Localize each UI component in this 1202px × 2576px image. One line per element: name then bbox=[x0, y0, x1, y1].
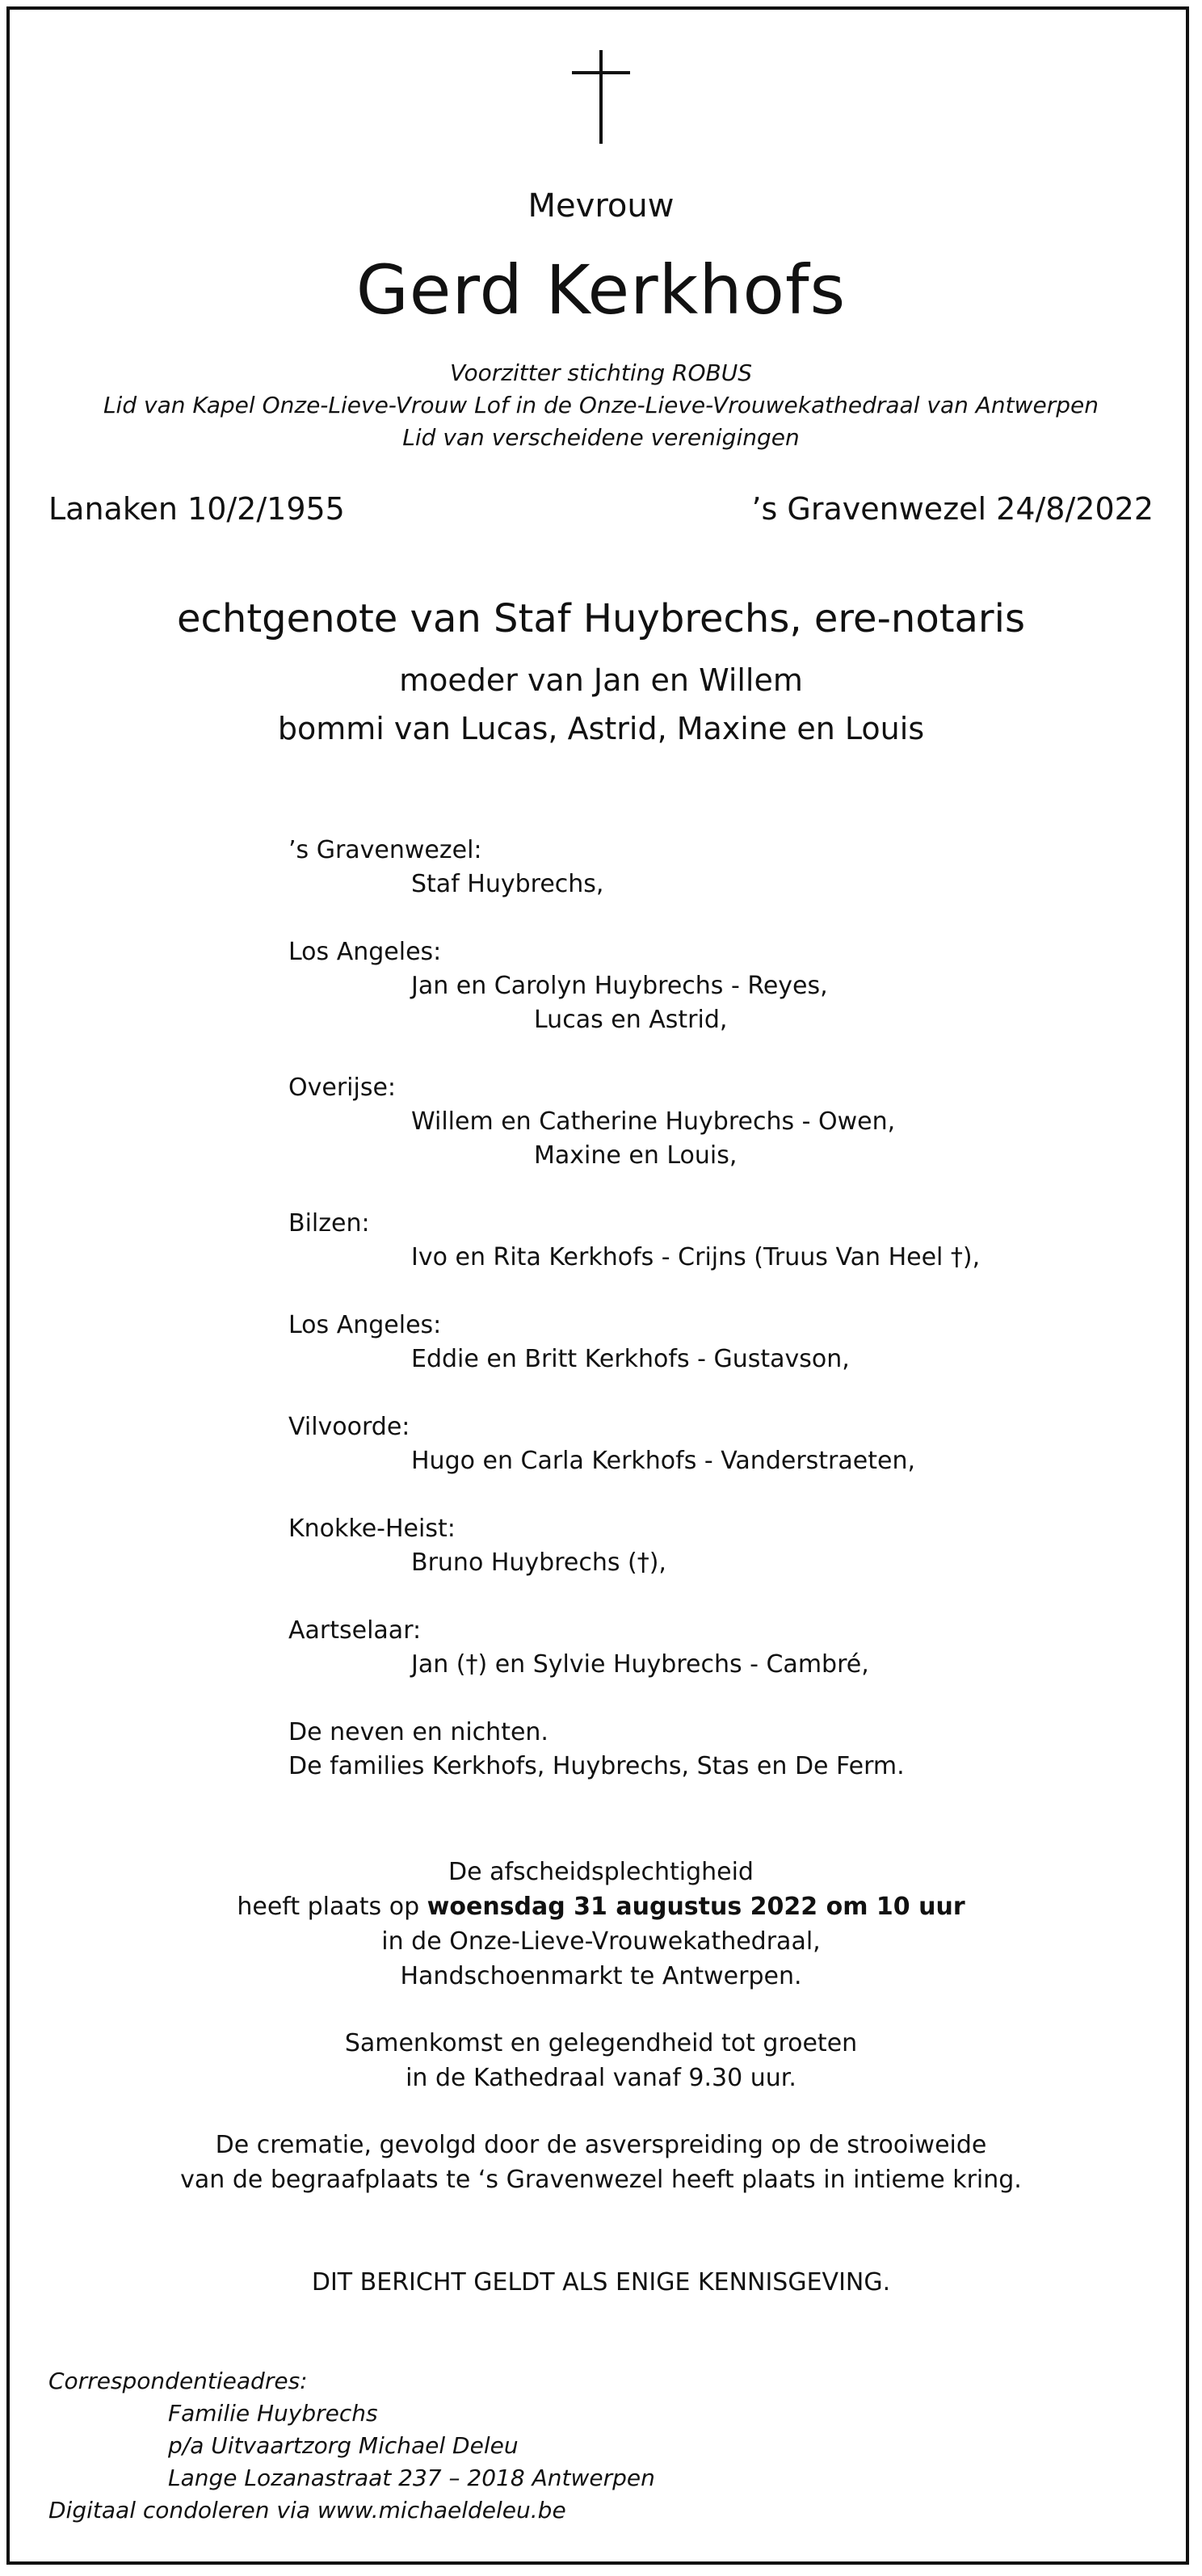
family-member: Bruno Huybrechs (†), bbox=[411, 1549, 666, 1577]
notice: DIT BERICHT GELDT ALS ENIGE KENNISGEVING. bbox=[311, 2268, 891, 2297]
deceased-name: Gerd Kerkhofs bbox=[355, 250, 847, 330]
gathering-time: in de Kathedraal vanaf 9.30 uur. bbox=[406, 2064, 796, 2092]
family-member: Eddie en Britt Kerkhofs - Gustavson, bbox=[411, 1345, 850, 1373]
family-place: Knokke-Heist: bbox=[288, 1515, 456, 1543]
family-member: Ivo en Rita Kerkhofs - Crijns (Truus Van Heel †), bbox=[411, 1243, 981, 1271]
cross-icon bbox=[572, 50, 630, 144]
family-group bbox=[288, 1071, 1096, 1173]
family-place: Bilzen: bbox=[288, 1209, 370, 1238]
family-group bbox=[288, 1512, 1096, 1580]
relations-block bbox=[0, 656, 1202, 753]
family-closing bbox=[288, 1716, 1096, 1784]
family-member: Jan (†) en Sylvie Huybrechs - Cambré, bbox=[411, 1650, 869, 1679]
family-grandchildren: Maxine en Louis, bbox=[534, 1141, 738, 1170]
family-member: Jan en Carolyn Huybrechs - Reyes, bbox=[411, 972, 828, 1000]
correspondence bbox=[48, 2365, 655, 2527]
correspondence-line: Familie Huybrechs bbox=[168, 2400, 378, 2427]
family-closing-line: De families Kerkhofs, Huybrechs, Stas en De Ferm. bbox=[288, 1752, 905, 1780]
family-group bbox=[288, 1309, 1096, 1376]
online-condolence: Digitaal condoleren via www.michaeldeleu.be bbox=[48, 2497, 566, 2523]
service-address: Handschoenmarkt te Antwerpen. bbox=[400, 1962, 802, 1990]
family-place: ’s Gravenwezel: bbox=[288, 836, 482, 864]
family-member: Hugo en Carla Kerkhofs - Vanderstraeten, bbox=[411, 1447, 915, 1475]
family-group bbox=[288, 1614, 1096, 1682]
spouse-line: echtgenote van Staf Huybrechs, ere-notaris bbox=[176, 596, 1026, 641]
role-line: Lid van Kapel Onze-Lieve-Vrouw Lof in de Onze-Lieve-Vrouwekathedraal van Antwerpen bbox=[103, 392, 1099, 418]
role-line: Voorzitter stichting ROBUS bbox=[450, 359, 752, 386]
family-place: Los Angeles: bbox=[288, 1311, 442, 1339]
family-member: Willem en Catherine Huybrechs - Owen, bbox=[411, 1107, 896, 1136]
grandmother-line: bommi van Lucas, Astrid, Maxine en Louis bbox=[277, 711, 925, 746]
service-date-line: heeft plaats op woensdag 31 augustus 2022 om 10 uur bbox=[237, 1893, 965, 1921]
correspondence-line: Lange Lozanastraat 237 – 2018 Antwerpen bbox=[168, 2465, 655, 2491]
family-closing-line: De neven en nichten. bbox=[288, 1718, 548, 1746]
cremation-line: De crematie, gevolgd door de asverspreiding op de strooiweide bbox=[215, 2131, 987, 2159]
family-group bbox=[288, 1410, 1096, 1478]
family-place: Vilvoorde: bbox=[288, 1413, 410, 1441]
correspondence-line: p/a Uitvaartzorg Michael Deleu bbox=[168, 2432, 519, 2459]
family-place: Los Angeles: bbox=[288, 938, 442, 966]
family-list bbox=[288, 834, 1096, 1784]
gathering-line: Samenkomst en gelegendheid tot groeten bbox=[344, 2029, 858, 2057]
service-location: in de Onze-Lieve-Vrouwekathedraal, bbox=[381, 1927, 821, 1956]
death-date: ’s Gravenwezel 24/8/2022 bbox=[751, 491, 1154, 527]
service-title: De afscheidsplechtigheid bbox=[448, 1858, 754, 1886]
roles bbox=[0, 357, 1202, 454]
family-place: Overijse: bbox=[288, 1074, 397, 1102]
cremation-detail: van de begraafplaats te ‘s Gravenwezel heeft plaats in intieme kring. bbox=[180, 2166, 1022, 2194]
family-group bbox=[288, 1207, 1096, 1275]
correspondence-label: Correspondentieadres: bbox=[48, 2368, 308, 2394]
birth-date: Lanaken 10/2/1955 bbox=[48, 491, 345, 527]
salutation: Mevrouw bbox=[527, 187, 675, 225]
family-group bbox=[288, 834, 1096, 901]
service-date: woensdag 31 augustus 2022 om 10 uur bbox=[427, 1893, 965, 1921]
mother-line: moeder van Jan en Willem bbox=[399, 662, 803, 698]
service-info bbox=[0, 1855, 1202, 2197]
family-group bbox=[288, 935, 1096, 1037]
role-line: Lid van verscheidene verenigingen bbox=[402, 424, 800, 451]
family-member: Staf Huybrechs, bbox=[411, 870, 604, 898]
family-place: Aartselaar: bbox=[288, 1616, 422, 1645]
family-grandchildren: Lucas en Astrid, bbox=[534, 1006, 728, 1034]
